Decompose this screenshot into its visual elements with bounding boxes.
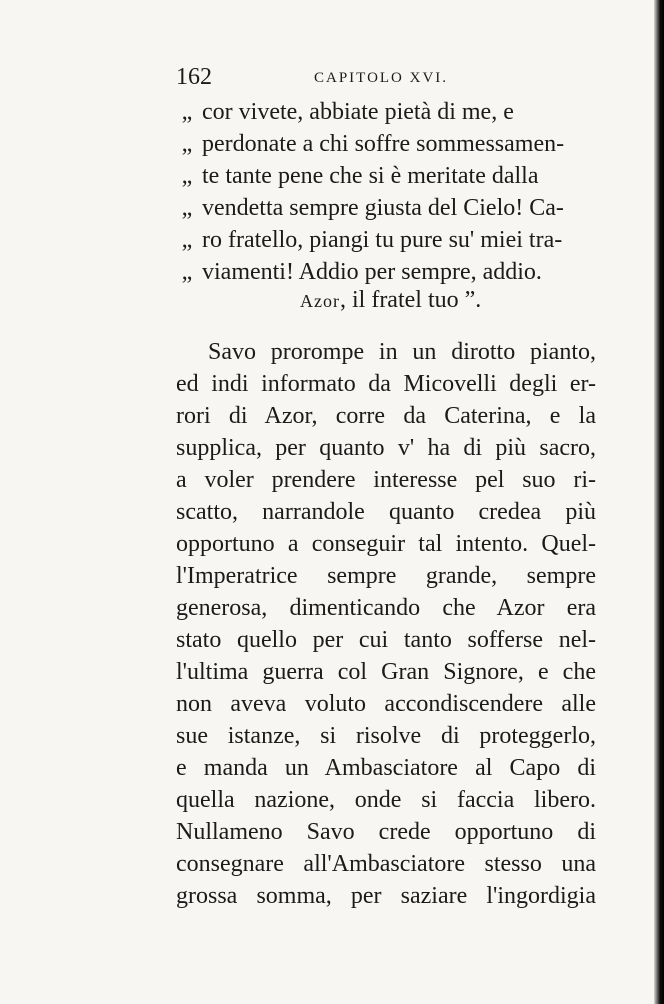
quote-mark: „: [181, 99, 193, 125]
signature-name: Azor: [300, 291, 340, 311]
letter-signature: [300, 284, 560, 316]
page-number: 162: [176, 64, 212, 90]
quoted-line: [176, 128, 596, 160]
paragraph-line: supplica, per quanto v' ha di più sacro,: [176, 435, 596, 461]
quote-mark: „: [181, 163, 193, 189]
paragraph-line: Savo prorompe in un dirotto pianto,: [208, 339, 596, 365]
paragraph-line: l'ultima guerra col Gran Signore, e che: [176, 659, 596, 685]
quoted-line: [176, 160, 596, 192]
signature-rest: , il fratel tuo ”.: [339, 287, 482, 313]
quote-mark: „: [181, 195, 193, 221]
quoted-line-text: perdonate a chi soffre sommessamen-: [202, 131, 565, 157]
page-edge-shadow: [654, 0, 664, 1004]
paragraph-line: stato quello per cui tanto sofferse nel-: [176, 627, 596, 653]
paragraph-line: consegnare all'Ambasciatore stesso una: [176, 851, 596, 877]
paragraph-line: Nullameno Savo crede opportuno di: [176, 819, 596, 845]
paragraph-line: l'Imperatrice sempre grande, sempre: [176, 563, 596, 589]
paragraph-line: grossa somma, per saziare l'ingordigia: [176, 883, 596, 909]
quoted-line-text: te tante pene che si è meritate dalla: [202, 163, 539, 189]
paragraph-line: rori di Azor, corre da Caterina, e la: [176, 403, 596, 429]
paragraph-line: sue istanze, si risolve di proteggerlo,: [176, 723, 596, 749]
paragraph-line: non aveva voluto accondiscendere alle: [176, 691, 596, 717]
paragraph-line: opportuno a conseguir tal intento. Quel-: [176, 531, 596, 557]
quoted-line-text: viamenti! Addio per sempre, addio.: [202, 259, 542, 285]
quote-mark: „: [181, 259, 193, 285]
paragraph-line: quella nazione, onde si faccia libero.: [176, 787, 596, 813]
quoted-line-text: ro fratello, piangi tu pure su' miei tra-: [202, 227, 563, 253]
quoted-line: [176, 96, 596, 128]
quoted-line: [176, 192, 596, 224]
quoted-line-text: vendetta sempre giusta del Cielo! Ca-: [202, 195, 564, 221]
quote-mark: „: [181, 131, 193, 157]
running-head: CAPITOLO XVI.: [314, 70, 449, 86]
quoted-line: [176, 224, 596, 256]
paragraph-line: e manda un Ambasciatore al Capo di: [176, 755, 596, 781]
paragraph-line: scatto, narrandole quanto credea più: [176, 499, 596, 525]
quoted-line-text: cor vivete, abbiate pietà di me, e: [202, 99, 514, 125]
page-header: [176, 64, 596, 96]
quote-mark: „: [181, 227, 193, 253]
paragraph-line: a voler prendere interesse pel suo ri-: [176, 467, 596, 493]
paragraph-line: generosa, dimenticando che Azor era: [176, 595, 596, 621]
paragraph-line: ed indi informato da Micovelli degli er-: [176, 371, 596, 397]
